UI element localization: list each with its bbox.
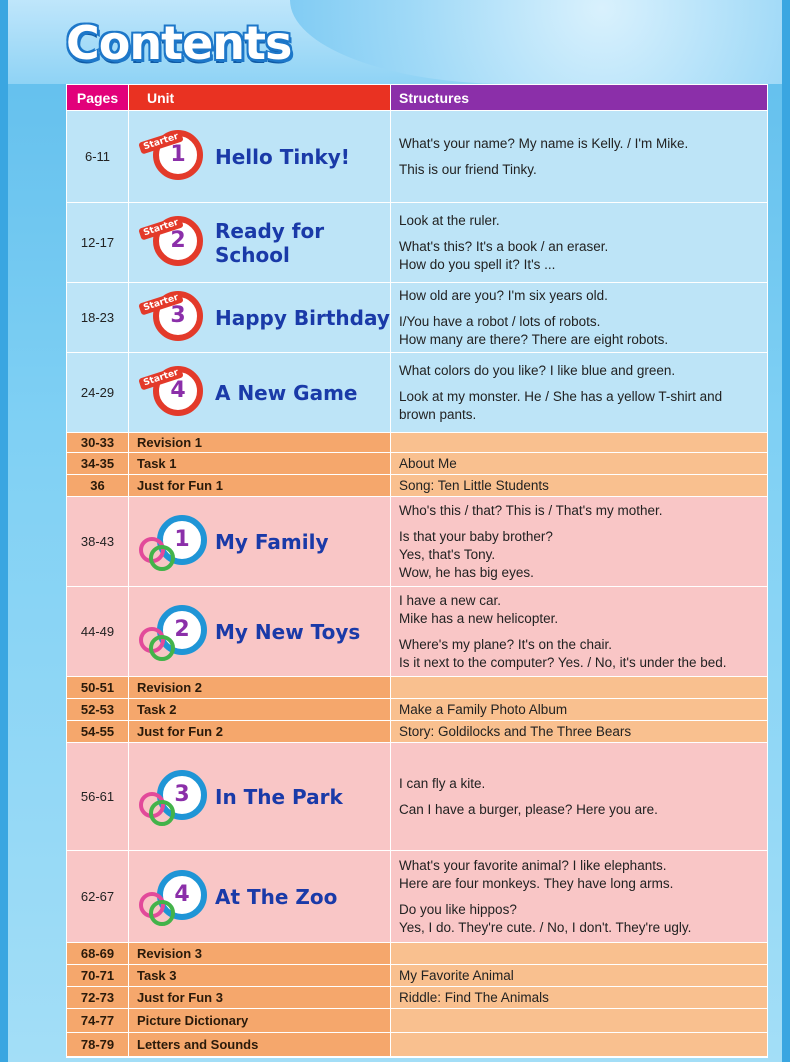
unit-title: Hello Tinky! bbox=[215, 144, 350, 169]
row-structures bbox=[391, 1009, 767, 1032]
unit-title: In The Park bbox=[215, 784, 343, 809]
row-pages: 68-69 bbox=[67, 943, 129, 964]
structure-line: What's your favorite animal? I like elephants. bbox=[399, 857, 667, 873]
table-row bbox=[67, 699, 767, 721]
table-row bbox=[67, 497, 767, 587]
row-structures bbox=[391, 677, 767, 698]
structure-line: Is it next to the computer? Yes. / No, it's under the bed. bbox=[399, 654, 727, 670]
row-structures bbox=[391, 851, 767, 942]
row-unit bbox=[129, 851, 391, 942]
line-gap bbox=[399, 520, 767, 528]
starter-badge-icon bbox=[139, 366, 201, 420]
table-row bbox=[67, 1009, 767, 1033]
structure-line: Where's my plane? It's on the chair. bbox=[399, 636, 613, 652]
structure-line: Look at my monster. He / She has a yellow T-shirt and bbox=[399, 388, 723, 404]
structure-line: Yes, that's Tony. bbox=[399, 546, 496, 562]
starter-tag: Starter bbox=[138, 290, 184, 315]
pages-header: Pages bbox=[67, 85, 129, 110]
row-pages: 74-77 bbox=[67, 1009, 129, 1032]
structure-line: I can fly a kite. bbox=[399, 775, 486, 791]
row-unit-label: Just for Fun 1 bbox=[137, 478, 223, 493]
row-pages: 56-61 bbox=[67, 743, 129, 850]
row-structures bbox=[391, 497, 767, 586]
row-pages: 50-51 bbox=[67, 677, 129, 698]
row-pages: 24-29 bbox=[67, 353, 129, 432]
row-unit bbox=[129, 965, 391, 986]
structure-line: Is that your baby brother? bbox=[399, 528, 553, 544]
page-title: Contents bbox=[66, 16, 292, 70]
row-structures bbox=[391, 283, 767, 352]
line-gap bbox=[399, 230, 767, 238]
line-gap bbox=[399, 305, 767, 313]
structure-line: How many are there? There are eight robots. bbox=[399, 331, 669, 347]
row-unit bbox=[129, 283, 391, 352]
row-structures bbox=[391, 475, 767, 496]
unit-title: My New Toys bbox=[215, 619, 361, 644]
structure-line: What's your name? My name is Kelly. / I'm Mike. bbox=[399, 135, 689, 151]
row-unit bbox=[129, 587, 391, 676]
structure-line: How do you spell it? It's ... bbox=[399, 256, 556, 272]
row-structures bbox=[391, 453, 767, 474]
starter-tag: Starter bbox=[138, 215, 184, 240]
unit-title: My Family bbox=[215, 529, 329, 554]
table-row bbox=[67, 965, 767, 987]
structure-line: My Favorite Animal bbox=[399, 967, 514, 983]
row-pages: 52-53 bbox=[67, 699, 129, 720]
table-row bbox=[67, 453, 767, 475]
structure-line: Do you like hippos? bbox=[399, 901, 517, 917]
table-row bbox=[67, 203, 767, 283]
row-unit bbox=[129, 497, 391, 586]
unit-number: 2 bbox=[157, 605, 207, 655]
row-structures bbox=[391, 721, 767, 742]
table-row bbox=[67, 721, 767, 743]
row-pages: 6-11 bbox=[67, 111, 129, 202]
line-gap bbox=[399, 893, 767, 901]
row-pages: 62-67 bbox=[67, 851, 129, 942]
row-unit bbox=[129, 353, 391, 432]
green-ring-icon bbox=[149, 635, 175, 661]
row-unit bbox=[129, 743, 391, 850]
table-row bbox=[67, 283, 767, 353]
row-structures bbox=[391, 433, 767, 452]
row-pages: 12-17 bbox=[67, 203, 129, 282]
row-pages: 36 bbox=[67, 475, 129, 496]
row-pages: 78-79 bbox=[67, 1033, 129, 1056]
row-pages: 38-43 bbox=[67, 497, 129, 586]
row-unit-label: Picture Dictionary bbox=[137, 1013, 249, 1028]
row-structures bbox=[391, 699, 767, 720]
unit-rings-icon bbox=[139, 515, 201, 569]
structure-line: Can I have a burger, please? Here you are. bbox=[399, 801, 658, 817]
row-structures bbox=[391, 353, 767, 432]
structures-header: Structures bbox=[391, 85, 767, 110]
unit-rings-icon bbox=[139, 605, 201, 659]
row-pages: 72-73 bbox=[67, 987, 129, 1008]
starter-tag: Starter bbox=[138, 129, 184, 154]
structure-line: brown pants. bbox=[399, 406, 477, 422]
row-unit-label: Revision 3 bbox=[137, 946, 203, 961]
unit-rings-icon bbox=[139, 770, 201, 824]
unit-number: 2 bbox=[153, 216, 203, 266]
green-ring-icon bbox=[149, 800, 175, 826]
table-row bbox=[67, 111, 767, 203]
table-row bbox=[67, 943, 767, 965]
structure-line: This is our friend Tinky. bbox=[399, 161, 537, 177]
row-pages: 44-49 bbox=[67, 587, 129, 676]
table-row bbox=[67, 1033, 767, 1057]
structure-line: Story: Goldilocks and The Three Bears bbox=[399, 723, 632, 739]
structure-line: What colors do you like? I like blue and green. bbox=[399, 362, 676, 378]
starter-badge-icon bbox=[139, 216, 201, 270]
unit-number: 1 bbox=[157, 515, 207, 565]
unit-number: 1 bbox=[153, 130, 203, 180]
green-ring-icon bbox=[149, 545, 175, 571]
unit-title: At The Zoo bbox=[215, 884, 338, 909]
row-pages: 70-71 bbox=[67, 965, 129, 986]
unit-rings-icon bbox=[139, 870, 201, 924]
starter-tag: Starter bbox=[138, 365, 184, 390]
starter-badge-icon bbox=[139, 291, 201, 345]
unit-number: 3 bbox=[153, 291, 203, 341]
unit-title: Ready for School bbox=[215, 218, 325, 267]
structure-line: Make a Family Photo Album bbox=[399, 701, 568, 717]
structure-line: Look at the ruler. bbox=[399, 212, 500, 228]
structure-line: About Me bbox=[399, 455, 457, 471]
row-unit bbox=[129, 433, 391, 452]
row-structures bbox=[391, 987, 767, 1008]
unit-header: Unit bbox=[129, 85, 391, 110]
structure-line: Here are four monkeys. They have long arms. bbox=[399, 875, 674, 891]
table-row bbox=[67, 353, 767, 433]
row-pages: 34-35 bbox=[67, 453, 129, 474]
structure-line: Song: Ten Little Students bbox=[399, 477, 549, 493]
unit-title: A New Game bbox=[215, 380, 358, 405]
row-structures bbox=[391, 943, 767, 964]
row-pages: 30-33 bbox=[67, 433, 129, 452]
table-row bbox=[67, 743, 767, 851]
structure-line: How old are you? I'm six years old. bbox=[399, 287, 608, 303]
starter-badge-icon bbox=[139, 130, 201, 184]
structure-line: I have a new car. bbox=[399, 592, 502, 608]
row-unit bbox=[129, 677, 391, 698]
unit-number: 3 bbox=[157, 770, 207, 820]
row-unit-label: Letters and Sounds bbox=[137, 1037, 259, 1052]
table-row bbox=[67, 987, 767, 1009]
unit-number: 4 bbox=[157, 870, 207, 920]
row-unit bbox=[129, 475, 391, 496]
row-unit-label: Just for Fun 3 bbox=[137, 990, 223, 1005]
structure-line: Who's this / that? This is / That's my mother. bbox=[399, 502, 663, 518]
green-ring-icon bbox=[149, 900, 175, 926]
contents-table bbox=[66, 84, 768, 1058]
row-unit-label: Task 2 bbox=[137, 702, 177, 717]
structure-line: Riddle: Find The Animals bbox=[399, 989, 549, 1005]
structure-line: Mike has a new helicopter. bbox=[399, 610, 559, 626]
table-row bbox=[67, 677, 767, 699]
table-header-row bbox=[67, 85, 767, 111]
row-unit bbox=[129, 453, 391, 474]
row-unit bbox=[129, 1009, 391, 1032]
row-unit-label: Revision 1 bbox=[137, 435, 203, 450]
row-unit-label: Just for Fun 2 bbox=[137, 724, 223, 739]
row-structures bbox=[391, 1033, 767, 1056]
row-structures bbox=[391, 111, 767, 202]
table-row bbox=[67, 587, 767, 677]
row-unit bbox=[129, 203, 391, 282]
line-gap bbox=[399, 628, 767, 636]
row-pages: 54-55 bbox=[67, 721, 129, 742]
row-unit-label: Revision 2 bbox=[137, 680, 203, 695]
row-unit-label: Task 3 bbox=[137, 968, 177, 983]
structure-line: What's this? It's a book / an eraser. bbox=[399, 238, 609, 254]
row-unit bbox=[129, 943, 391, 964]
unit-title: Happy Birthday bbox=[215, 305, 390, 330]
row-structures bbox=[391, 203, 767, 282]
table-row bbox=[67, 851, 767, 943]
row-unit bbox=[129, 111, 391, 202]
row-unit bbox=[129, 699, 391, 720]
structure-line: Yes, I do. They're cute. / No, I don't. They're ugly. bbox=[399, 919, 692, 935]
row-structures bbox=[391, 587, 767, 676]
line-gap bbox=[399, 153, 767, 161]
row-unit bbox=[129, 987, 391, 1008]
line-gap bbox=[399, 380, 767, 388]
row-unit-label: Task 1 bbox=[137, 456, 177, 471]
row-unit bbox=[129, 721, 391, 742]
structure-line: Wow, he has big eyes. bbox=[399, 564, 534, 580]
structure-line: I/You have a robot / lots of robots. bbox=[399, 313, 601, 329]
unit-number: 4 bbox=[153, 366, 203, 416]
row-structures bbox=[391, 743, 767, 850]
row-pages: 18-23 bbox=[67, 283, 129, 352]
line-gap bbox=[399, 793, 767, 801]
row-structures bbox=[391, 965, 767, 986]
table-row bbox=[67, 475, 767, 497]
row-unit bbox=[129, 1033, 391, 1056]
table-row bbox=[67, 433, 767, 453]
